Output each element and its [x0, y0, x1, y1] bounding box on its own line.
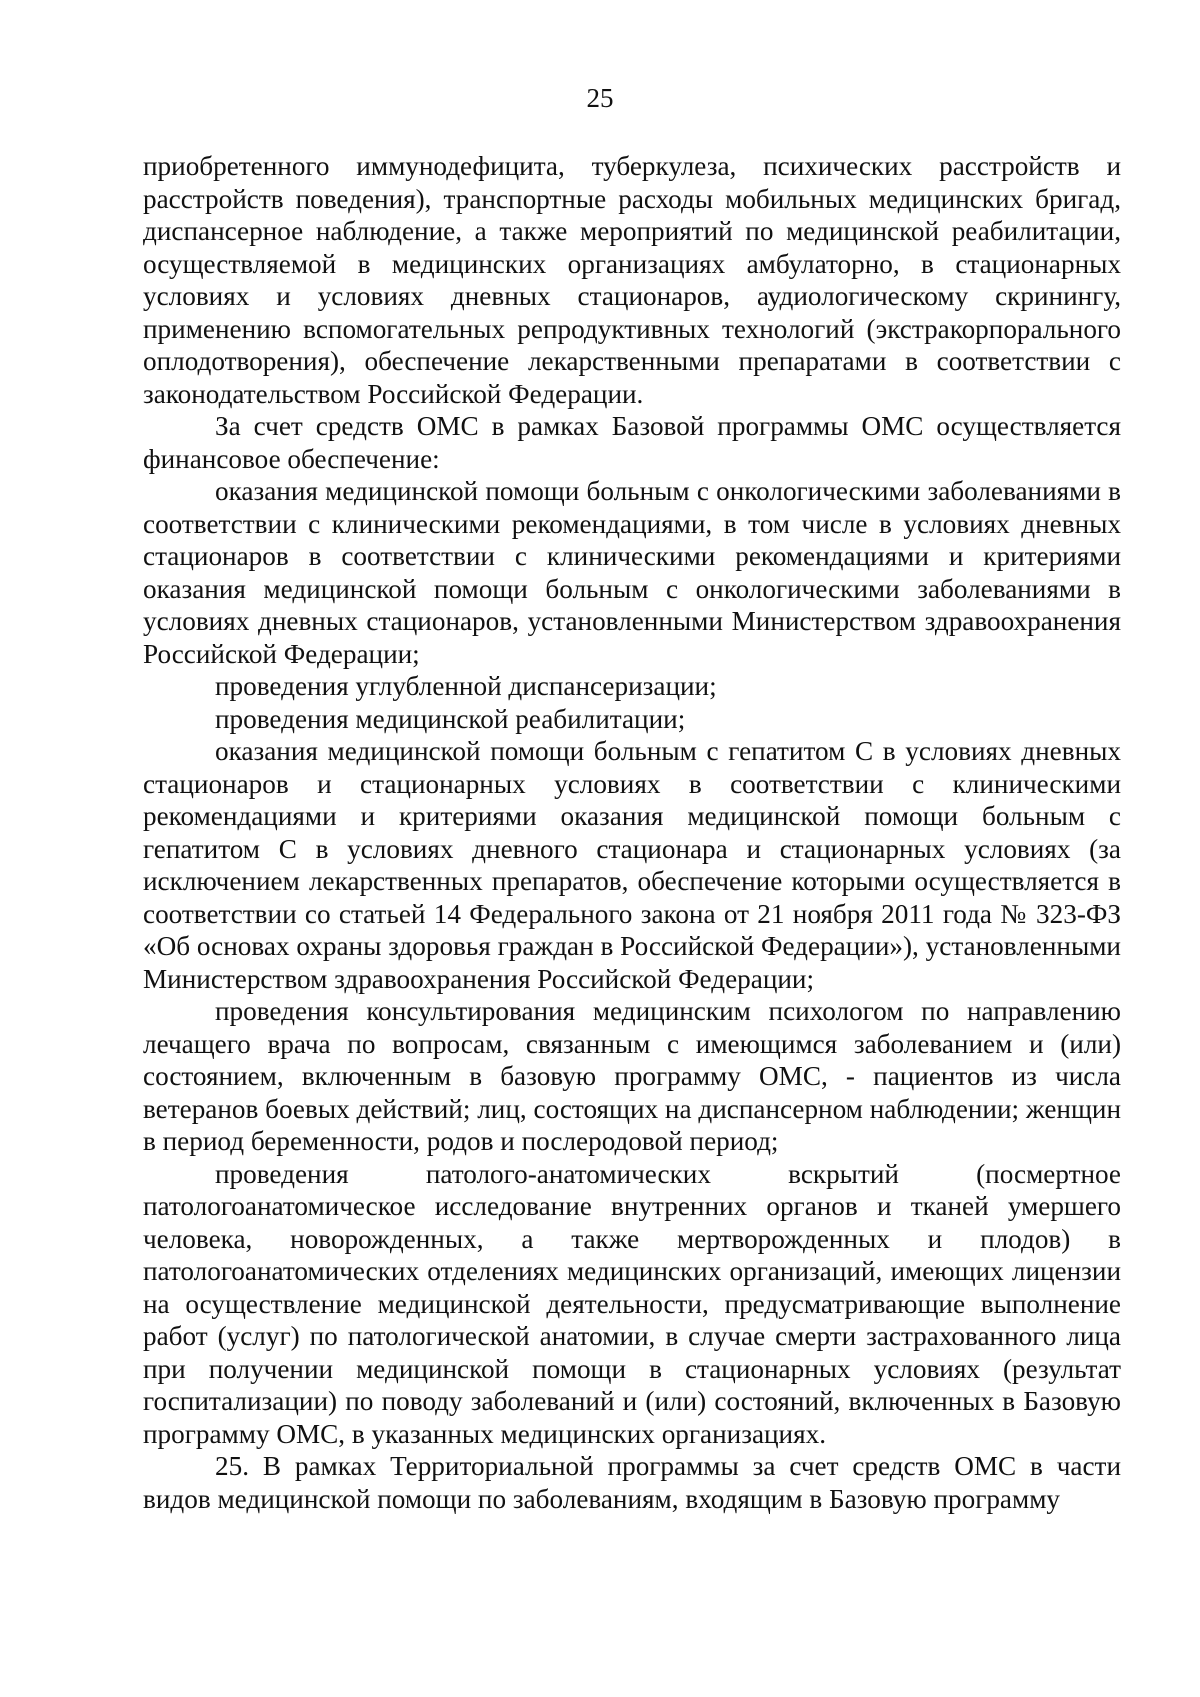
paragraph-autopsy: проведения патолого-анатомических вскрытий (посмертное патологоанатомическое исследование внутренних органов и тканей умершего человека, новорожденных, а также мертворожденных и плодов) в патологоанатомических отделениях медицинских организаций, имеющих лицензии на осуществление медицинской деятельности, предусматривающие выполнение работ (услуг) по патологической анатомии, в случае смерти застрахованного лица при получении медицинской помощи в стационарных условиях (результат госпитализации) по поводу заболеваний и (или) состояний, включенных в Базовую программу ОМС, в указанных медицинских организациях.	[143, 1158, 1121, 1449]
paragraph-hepatitis-c: оказания медицинской помощи больным с гепатитом С в условиях дневных стационаров и стационарных условиях в соответствии с клиническими рекомендациями и критериями оказания медицинской помощи больным с гепатитом С в условиях дневного стационара и стационарных условиях (за исключением лекарственных препаратов, обеспечение которыми осуществляется в соответствии со статьей 14 Федерального закона от 21 ноября 2011 года № 323-ФЗ «Об основах охраны здоровья граждан в Российской Федерации»), установленными Министерством здравоохранения Российской Федерации;	[143, 736, 1121, 994]
paragraph-continuation: приобретенного иммунодефицита, туберкулеза, психических расстройств и расстройств поведения), транспортные расходы мобильных медицинских бригад, диспансерное наблюдение, а также мероприятий по медицинской реабилитации, осуществляемой в медицинских организациях амбулаторно, в стационарных условиях и условиях дневных стационаров, аудиологическому скринингу, применению вспомогательных репродуктивных технологий (экстракорпорального оплодотворения), обеспечение лекарственными препаратами в соответствии с законодательством Российской Федерации.	[143, 151, 1121, 409]
paragraph-psychologist: проведения консультирования медицинским психологом по направлению лечащего врача по вопросам, связанным с имеющимся заболеванием и (или) состоянием, включенным в базовую программу ОМС, - пациентов из числа ветеранов боевых действий; лиц, состоящих на диспансерном наблюдении; женщин в период беременности, родов и послеродовой период;	[143, 996, 1121, 1156]
paragraph-dispensarization: проведения углубленной диспансеризации;	[215, 671, 717, 701]
paragraph-item-25: 25. В рамках Территориальной программы за счет средств ОМС в части видов медицинской помощи по заболеваниям, входящим в Базовую программу	[143, 1451, 1121, 1514]
page-number: 25	[586, 83, 614, 113]
paragraph-rehabilitation: проведения медицинской реабилитации;	[215, 703, 686, 734]
paragraph-oncology: оказания медицинской помощи больным с онкологическими заболеваниями в соответствии с клиническими рекомендациями, в том числе в условиях дневных стационаров в соответствии с клиническими рекомендациями и критериями оказания медицинской помощи больным с онкологическими заболеваниями в условиях дневных стационаров, установленными Министерством здравоохранения Российской Федерации;	[143, 476, 1121, 669]
paragraph-oms-financing-intro: За счет средств ОМС в рамках Базовой программы ОМС осуществляется финансовое обеспечение:	[143, 411, 1121, 474]
document-body	[143, 150, 1121, 1515]
